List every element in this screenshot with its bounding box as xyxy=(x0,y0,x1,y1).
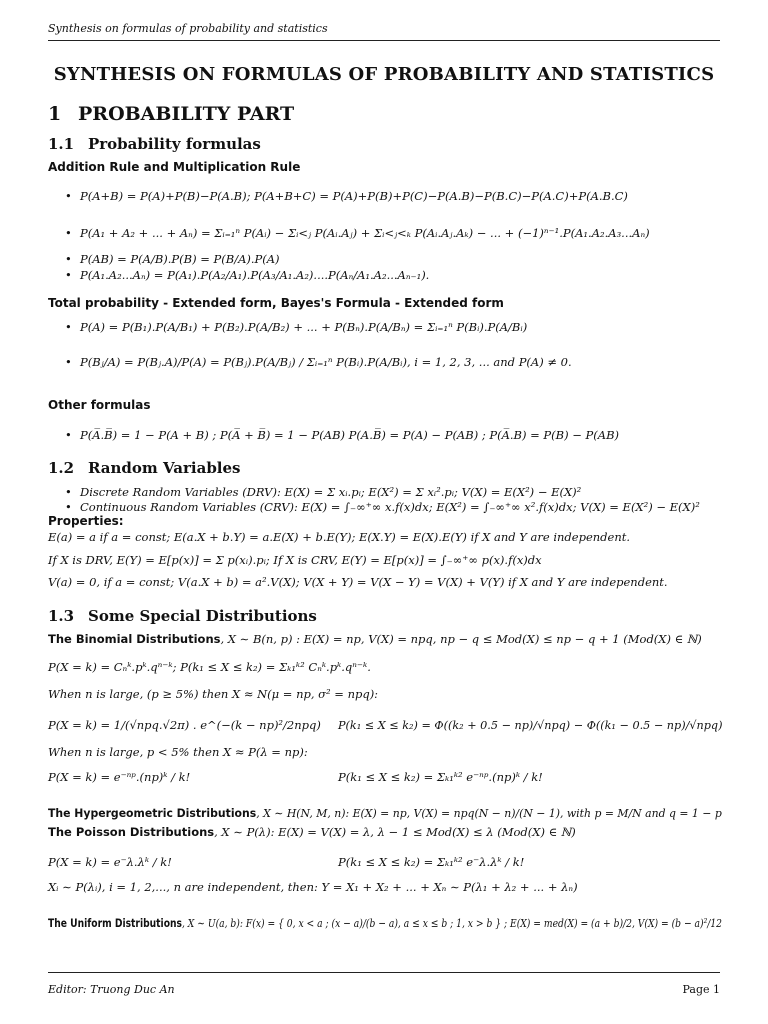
distribution-name: The Poisson Distributions xyxy=(48,825,215,839)
subsection-heading xyxy=(48,607,317,625)
subsection-heading xyxy=(48,459,241,477)
paragraph-heading: Total probability - Extended form, Bayes's Formula - Extended form xyxy=(48,296,504,310)
footer-rule xyxy=(48,972,720,973)
formula-line xyxy=(48,632,702,646)
formula-line: • P(Bⱼ/A) = P(Bⱼ.A)/P(A) = P(Bⱼ).P(A/Bⱼ) / Σᵢ₌₁ⁿ P(Bᵢ).P(A/Bᵢ), i = 1, 2, 3, ... and P(A) ≠ 0. xyxy=(80,355,572,369)
subsection-heading xyxy=(48,135,261,153)
distribution-definition: , X ∼ P(λ): E(X) = V(X) = λ, λ − 1 ≤ Mod(X) ≤ λ (Mod(X) ∈ ℕ) xyxy=(214,825,576,839)
distribution-definition: , X ∼ H(N, M, n): E(X) = np, V(X) = npq(N − n)/(N − 1), with p = M/N and q = 1 − p xyxy=(256,806,722,820)
formula-line xyxy=(48,806,722,820)
subsection-number: 1.2 xyxy=(48,459,75,477)
formula-line: • P(A₁ + A₂ + ... + Aₙ) = Σᵢ₌₁ⁿ P(Aᵢ) − Σᵢ<ⱼ P(Aᵢ.Aⱼ) + Σᵢ<ⱼ<ₖ P(Aᵢ.Aⱼ.Aₖ) − ... + (−1)ⁿ⁻¹.P(A₁.A₂.A₃...Aₙ) xyxy=(80,226,650,240)
section-heading xyxy=(48,103,294,125)
formula-line: • P(A₁.A₂...Aₙ) = P(A₁).P(A₂/A₁).P(A₃/A₁.A₂)....P(Aₙ/A₁.A₂...Aₙ₋₁). xyxy=(80,268,429,282)
subsection-title: Probability formulas xyxy=(88,135,261,153)
section-number: 1 xyxy=(48,103,62,125)
formula-line: P(X = k) = e⁻ⁿᵖ.(np)ᵏ / k! xyxy=(48,770,191,784)
formula-line: • P(A̅.B̅) = 1 − P(A + B) ; P(A̅ + B̅) = 1 − P(AB) P(A.B̅) = P(A) − P(AB) ; P(A̅.B) = P(B) − P(AB) xyxy=(80,428,619,442)
formula-line: P(X = k) = e⁻λ.λᵏ / k! xyxy=(48,855,172,869)
subsection-title: Some Special Distributions xyxy=(88,607,317,625)
subsection-number: 1.1 xyxy=(48,135,75,153)
formula-line: • Continuous Random Variables (CRV): E(X) = ∫₋∞⁺∞ x.f(x)dx; E(X²) = ∫₋∞⁺∞ x².f(x)dx; V(X) = E(X²) − E(X)² xyxy=(80,500,700,514)
formula-line: • P(A) = P(B₁).P(A/B₁) + P(B₂).P(A/B₂) + ... + P(Bₙ).P(A/Bₙ) = Σᵢ₌₁ⁿ P(Bᵢ).P(A/Bᵢ) xyxy=(80,320,527,334)
running-header: Synthesis on formulas of probability and statistics xyxy=(48,22,328,35)
section-title: PROBABILITY PART xyxy=(78,103,295,125)
distribution-definition: , X ∼ U(a, b): F(x) = { 0, x < a ; (x − a)/(b − a), a ≤ x ≤ b ; 1, x > b } ; E(X) = med(X) = (a + b)/2, V(X) = (b − a)²/12 xyxy=(181,916,723,930)
document-title: SYNTHESIS ON FORMULAS OF PROBABILITY AND STATISTICS xyxy=(53,64,715,85)
formula-line: If X is DRV, E(Y) = E[p(x)] = Σ p(xᵢ).pᵢ; If X is CRV, E(Y) = E[p(x)] = ∫₋∞⁺∞ p(x).f(x)dx xyxy=(48,553,542,567)
formula-line: When n is large, (p ≥ 5%) then X ≈ N(μ = np, σ² = npq): xyxy=(48,687,379,701)
formula-line: • P(AB) = P(A/B).P(B) = P(B/A).P(A) xyxy=(80,252,280,266)
distribution-name: The Uniform Distributions xyxy=(48,916,182,930)
formula-line: Xᵢ ∼ P(λᵢ), i = 1, 2,..., n are independent, then: Y = X₁ + X₂ + ... + Xₙ ∼ P(λ₁ + λ₂ + ... + λₙ) xyxy=(48,880,578,894)
formula-line: P(X = k) = Cₙᵏ.pᵏ.qⁿ⁻ᵏ; P(k₁ ≤ X ≤ k₂) = Σₖ₁ᵏ² Cₙᵏ.pᵏ.qⁿ⁻ᵏ. xyxy=(48,660,371,674)
formula-line: When n is large, p < 5% then X ≈ P(λ = np): xyxy=(48,745,308,759)
formula-line: P(k₁ ≤ X ≤ k₂) = Σₖ₁ᵏ² e⁻λ.λᵏ / k! xyxy=(338,855,525,869)
formula-line: E(a) = a if a = const; E(a.X + b.Y) = a.E(X) + b.E(Y); E(X.Y) = E(X).E(Y) if X and Y are independent. xyxy=(48,530,631,544)
formula-line: V(a) = 0, if a = const; V(a.X + b) = a².V(X); V(X + Y) = V(X − Y) = V(X) + V(Y) if X and Y are independent. xyxy=(48,575,668,589)
subsection-number: 1.3 xyxy=(48,607,75,625)
formula-line: • Discrete Random Variables (DRV): E(X) = Σ xᵢ.pᵢ; E(X²) = Σ xᵢ².pᵢ; V(X) = E(X²) − E(X)² xyxy=(80,485,581,499)
formula-line xyxy=(48,825,576,839)
formula-line: P(k₁ ≤ X ≤ k₂) = Φ((k₂ + 0.5 − np)/√npq) − Φ((k₁ − 0.5 − np)/√npq) xyxy=(338,718,723,732)
formula-line xyxy=(48,916,722,930)
paragraph-heading: Properties: xyxy=(48,514,124,528)
distribution-name: The Binomial Distributions xyxy=(48,632,221,646)
formula-line: • P(A+B) = P(A)+P(B)−P(A.B); P(A+B+C) = P(A)+P(B)+P(C)−P(A.B)−P(B.C)−P(A.C)+P(A.B.C) xyxy=(80,189,628,203)
header-rule xyxy=(48,40,720,41)
paragraph-heading: Addition Rule and Multiplication Rule xyxy=(48,160,301,174)
distribution-name: The Hypergeometric Distributions xyxy=(48,806,257,820)
distribution-definition: , X ∼ B(n, p) : E(X) = np, V(X) = npq, np − q ≤ Mod(X) ≤ np − q + 1 (Mod(X) ∈ ℕ) xyxy=(220,632,702,646)
formula-line: P(k₁ ≤ X ≤ k₂) = Σₖ₁ᵏ² e⁻ⁿᵖ.(np)ᵏ / k! xyxy=(338,770,543,784)
paragraph-heading: Other formulas xyxy=(48,398,151,412)
formula-line: P(X = k) = 1/(√npq.√2π) . e^(−(k − np)²/2npq) xyxy=(48,718,321,732)
page-number: Page 1 xyxy=(682,983,720,996)
footer-editor: Editor: Truong Duc An xyxy=(48,983,175,996)
subsection-title: Random Variables xyxy=(88,459,241,477)
